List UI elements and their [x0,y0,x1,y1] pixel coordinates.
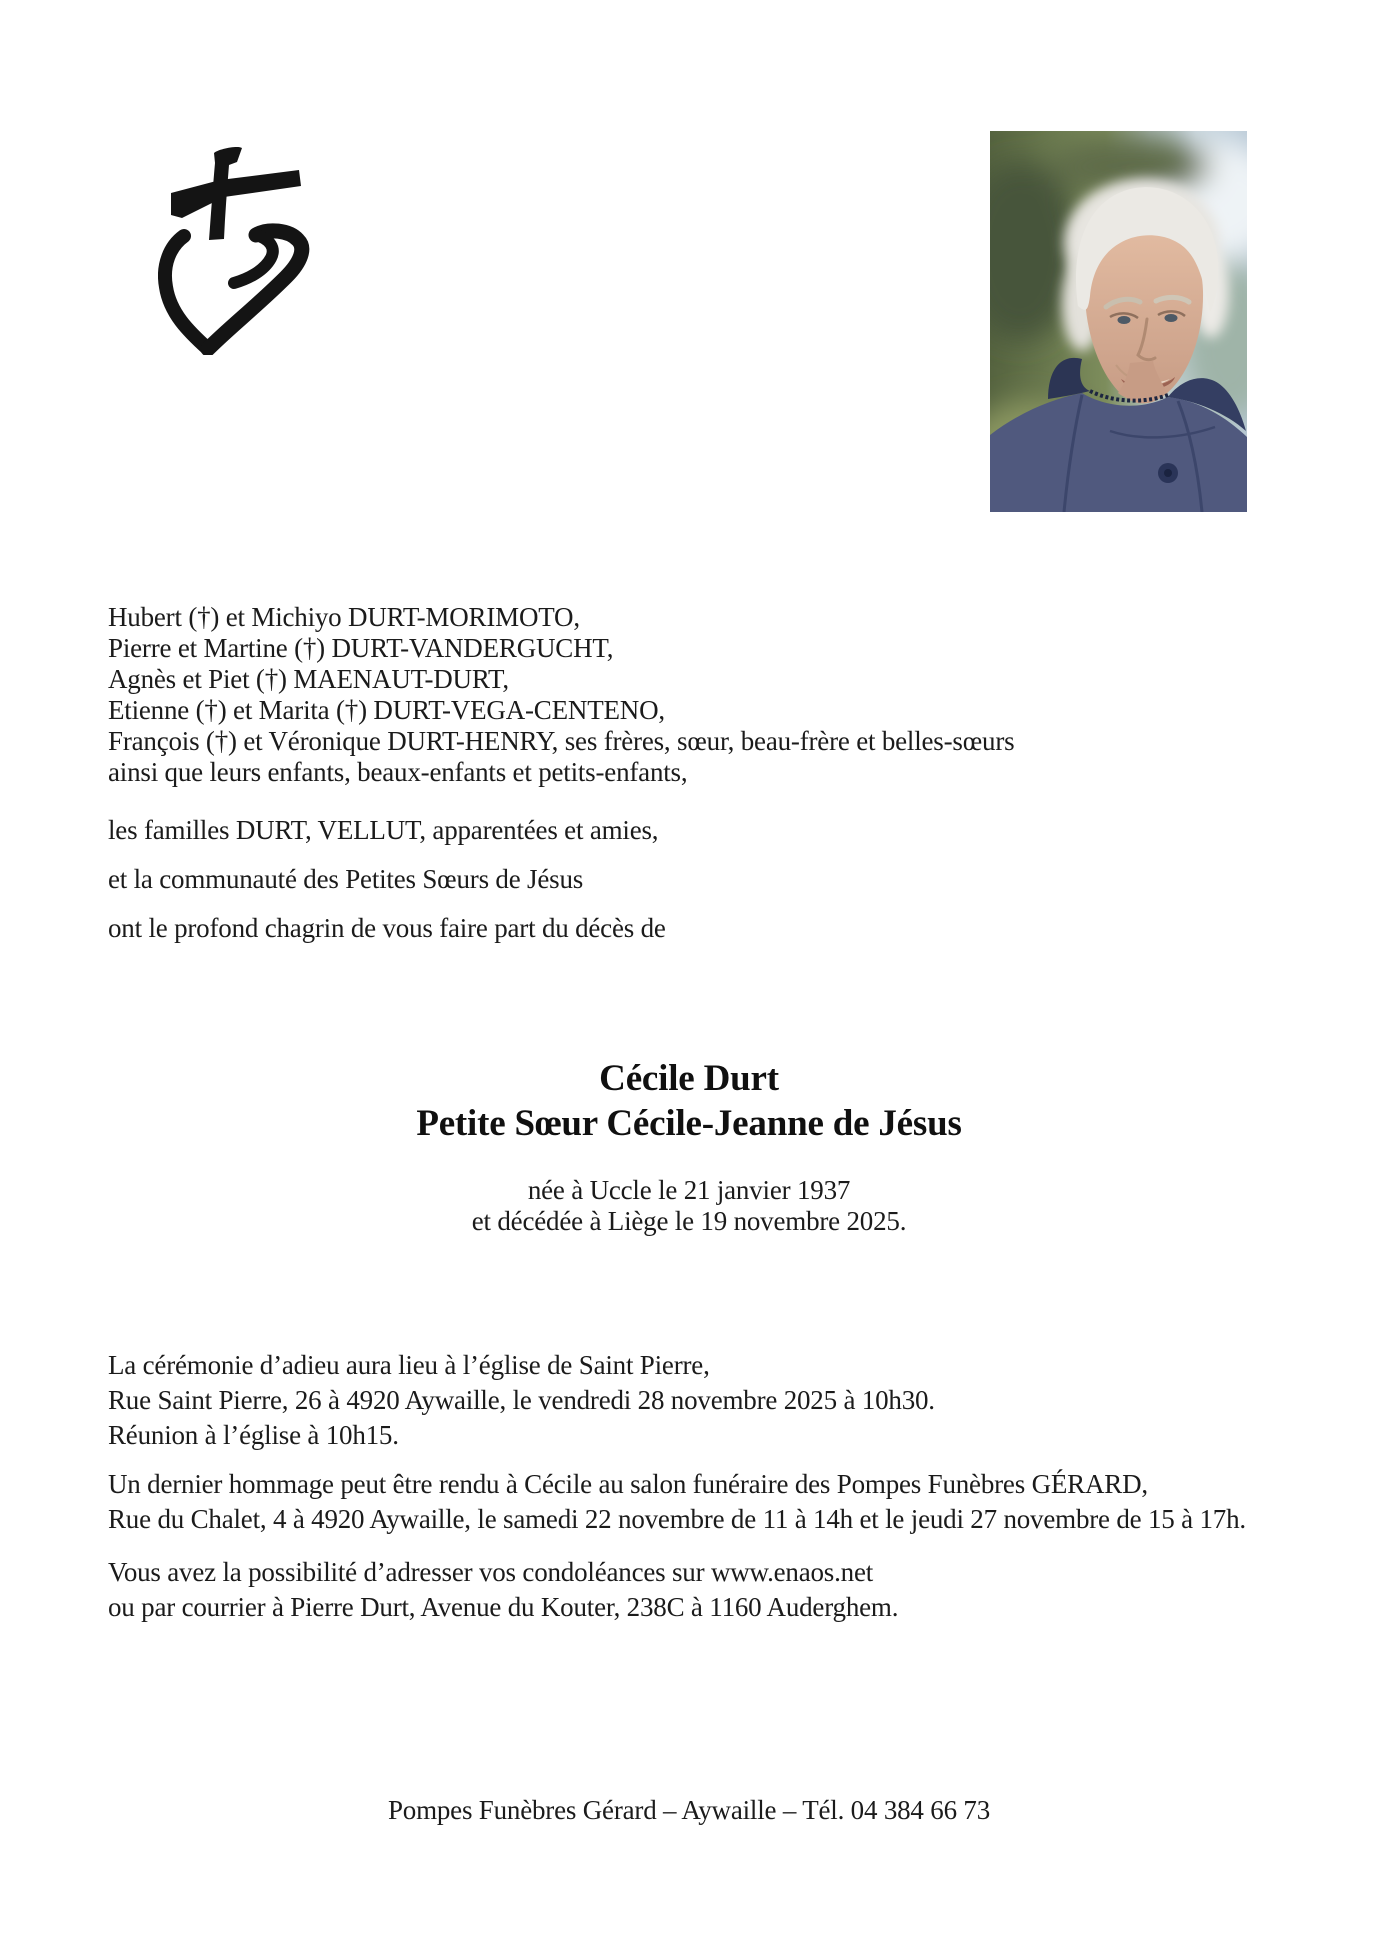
family-line: Etienne (†) et Marita (†) DURT-VEGA-CENTENO, [108,695,665,725]
tribute-line: Un dernier hommage peut être rendu à Cécile au salon funéraire des Pompes Funèbres GÉRARD, [108,1469,1148,1499]
ceremony-line: Rue Saint Pierre, 26 à 4920 Aywaille, le vendredi 28 novembre 2025 à 10h30. [108,1385,935,1415]
funeral-home-footer: Pompes Funèbres Gérard – Aywaille – Tél. 04 384 66 73 [387,1795,991,1825]
condolences-line: ou par courrier à Pierre Durt, Avenue du Kouter, 238C à 1160 Auderghem. [108,1592,899,1622]
ceremony-line: Réunion à l’église à 10h15. [108,1420,399,1450]
family-line: Hubert (†) et Michiyo DURT-MORIMOTO, [108,602,580,632]
deceased-name: Cécile Durt [599,1058,779,1099]
portrait-photo [990,131,1247,512]
grief-line: ont le profond chagrin de vous faire part du décès de [108,913,666,943]
tribute-line: Rue du Chalet, 4 à 4920 Aywaille, le samedi 22 novembre de 11 à 14h et le jeudi 27 novembre de 15 à 17h. [108,1504,1246,1534]
families-line: les familles DURT, VELLUT, apparentées et amies, [108,815,659,845]
dates-block [0,1175,1378,1237]
tribute-paragraph [108,1467,1246,1537]
condolences-paragraph [108,1555,898,1625]
birth-line: née à Uccle le 21 janvier 1937 [527,1175,851,1205]
family-line: ainsi que leurs enfants, beaux-enfants et petits-enfants, [108,757,688,787]
deceased-religious-name: Petite Sœur Cécile-Jeanne de Jésus [416,1103,962,1144]
ceremony-paragraph [108,1348,935,1453]
family-line: François (†) et Véronique DURT-HENRY, ses frères, sœur, beau-frère et belles-sœurs [108,726,1015,756]
cross-heart-icon [158,145,314,355]
condolences-line: Vous avez la possibilité d’adresser vos condoléances sur www.enaos.net [108,1557,874,1587]
death-line: et décédée à Liège le 19 novembre 2025. [471,1206,907,1236]
ceremony-line: La cérémonie d’adieu aura lieu à l’église de Saint Pierre, [108,1350,710,1380]
community-line: et la communauté des Petites Sœurs de Jésus [108,864,584,894]
family-line: Agnès et Piet (†) MAENAUT-DURT, [108,664,509,694]
family-line: Pierre et Martine (†) DURT-VANDERGUCHT, [108,633,614,663]
family-names-paragraph [108,602,1014,788]
deceased-name-block [0,1056,1378,1146]
